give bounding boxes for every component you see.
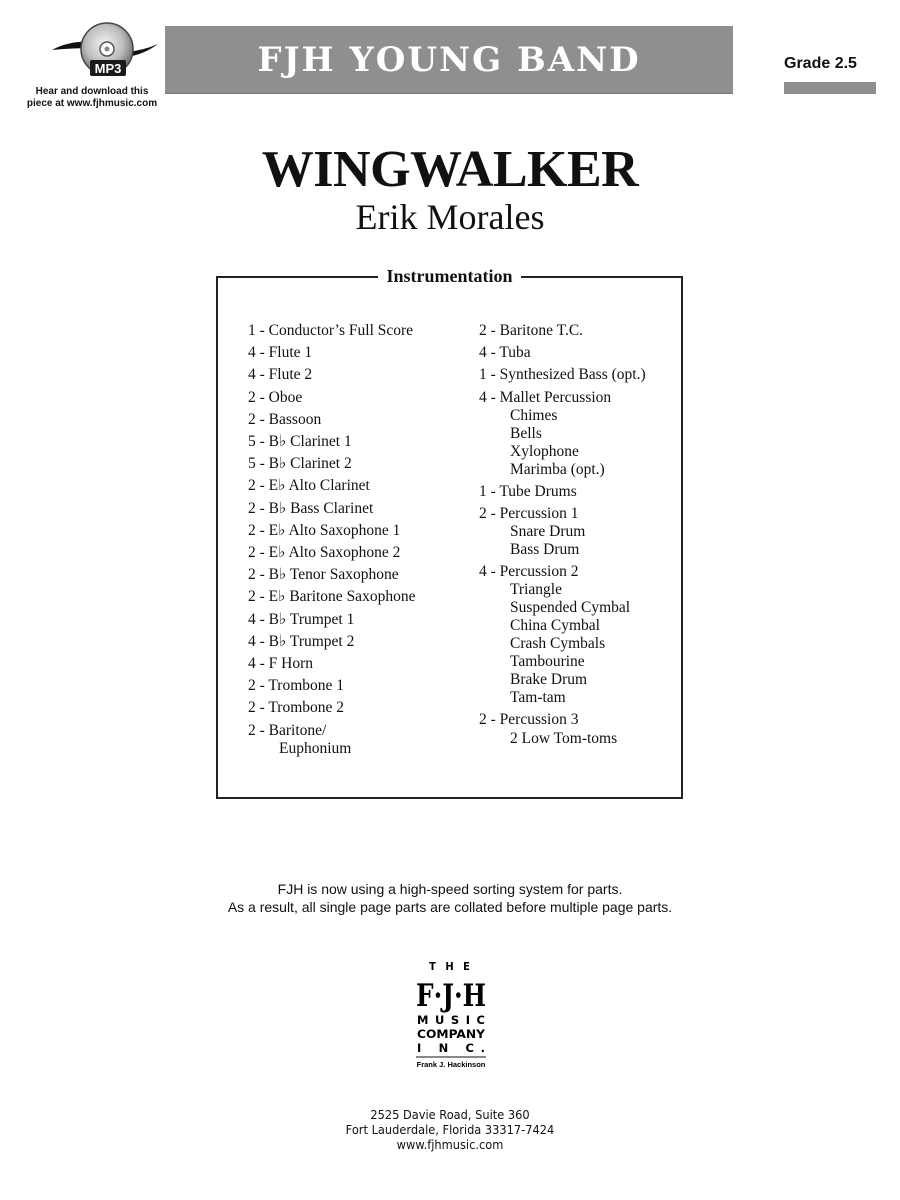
logo-line-company: COMPANY: [417, 1027, 486, 1041]
mp3-download-badge[interactable]: [22, 22, 162, 114]
grade-label: Grade 2.5: [784, 55, 857, 72]
address-line: Fort Lauderdale, Florida 33317-7424: [345, 1123, 555, 1137]
logo-line-music: MUSIC: [417, 1013, 485, 1027]
instrument-entry: [248, 322, 415, 340]
instrument-entry: [248, 699, 415, 717]
instrument-sub-label: Crash Cymbals: [510, 635, 606, 653]
instrument-label: 4 - Tuba: [479, 344, 531, 362]
instrument-sub-label: Tambourine: [510, 653, 585, 671]
instrument-label: 4 - Mallet Percussion: [479, 388, 612, 406]
instrument-entry: [479, 505, 646, 559]
cd-icon: [50, 22, 160, 84]
instrument-label: 4 - Percussion 2: [479, 563, 579, 581]
instrument-sub-label: China Cymbal: [510, 617, 600, 635]
publisher-website-link[interactable]: www.fjhmusic.com: [396, 1138, 504, 1152]
instrument-label: 5 - B♭ Clarinet 2: [248, 455, 352, 473]
instrument-entry: [479, 322, 646, 340]
instrument-sub-label: Bass Drum: [510, 541, 580, 559]
series-banner: [165, 26, 733, 94]
composer-name: Erik Morales: [355, 197, 545, 237]
instrument-label: 1 - Conductor’s Full Score: [248, 322, 414, 339]
instrument-label: 4 - F Horn: [248, 655, 314, 673]
instrument-label: 2 - E♭ Alto Clarinet: [248, 477, 370, 495]
instrument-label: 2 - B♭ Tenor Saxophone: [248, 566, 399, 584]
address-line: 2525 Davie Road, Suite 360: [370, 1108, 530, 1122]
instrument-entry: [248, 411, 415, 429]
instrument-entry: [479, 563, 646, 707]
mp3-caption-line: Hear and download this: [35, 86, 149, 97]
instrumentation-right-column: [479, 322, 646, 752]
mp3-caption-line: piece at www.fjhmusic.com: [26, 98, 158, 109]
instrument-entry: [248, 477, 415, 495]
instrument-sub-label: Chimes: [510, 406, 558, 424]
instrument-entry: [248, 544, 415, 562]
instrument-entry: [479, 711, 646, 747]
instrument-label: 1 - Synthesized Bass (opt.): [479, 366, 646, 384]
instrument-label: 4 - B♭ Trumpet 2: [248, 632, 355, 650]
instrument-label: 4 - Flute 2: [248, 366, 313, 384]
instrument-entry: [248, 722, 415, 758]
instrument-label: 2 - E♭ Alto Saxophone 1: [248, 521, 401, 539]
instrument-entry: [248, 500, 415, 518]
logo-founder: Frank J. Hackinson: [416, 1060, 486, 1069]
instrument-label: 2 - Percussion 1: [479, 505, 579, 523]
instrument-sub-label: Bells: [510, 424, 542, 442]
instrument-sub-label: Tam-tam: [510, 689, 566, 707]
instrument-label: 1 - Tube Drums: [479, 482, 577, 500]
instrument-entry: [248, 677, 415, 695]
instrument-entry: [248, 566, 415, 584]
instrument-entry: [248, 344, 415, 362]
piece-title: WINGWALKER: [261, 141, 639, 198]
fjh-logo: [414, 958, 488, 1070]
instrument-entry: [248, 655, 415, 673]
instrument-label: 5 - B♭ Clarinet 1: [248, 433, 352, 451]
notice-line: As a result, all single page parts are collated before multiple page parts.: [227, 899, 673, 915]
instrument-sub-label: Snare Drum: [510, 523, 586, 541]
mp3-caption: [22, 86, 162, 110]
instrument-sub-label: Euphonium: [279, 739, 352, 757]
sorting-notice: [0, 880, 900, 916]
instrument-entry: [248, 522, 415, 540]
series-title: FJH YOUNG BAND: [257, 39, 641, 80]
instrument-label: 2 - Oboe: [248, 388, 303, 406]
notice-line: FJH is now using a high-speed sorting system for parts.: [277, 881, 623, 897]
instrument-label: 4 - B♭ Trumpet 1: [248, 610, 355, 628]
instrument-entry: [248, 389, 415, 407]
publisher-address: [23, 1108, 878, 1153]
instrumentation-left-column: [248, 322, 415, 762]
instrument-sub-label: Xylophone: [510, 442, 579, 460]
instrument-sub-label: Triangle: [510, 581, 562, 599]
instrument-entry: [479, 389, 646, 479]
instrument-entry: [479, 483, 646, 501]
instrument-entry: [248, 588, 415, 606]
instrument-entry: [248, 366, 415, 384]
instrument-sub-label: Suspended Cymbal: [510, 599, 631, 617]
logo-line-fjh: F·J·H: [416, 978, 486, 1014]
instrument-entry: [248, 611, 415, 629]
instrumentation-heading-wrap: [218, 266, 681, 287]
instrument-entry: [248, 455, 415, 473]
instrument-label: 2 - Percussion 3: [479, 711, 579, 729]
instrument-entry: [248, 633, 415, 651]
instrument-entry: [479, 344, 646, 362]
instrumentation-box: [216, 266, 683, 799]
instrument-label: 2 - E♭ Alto Saxophone 2: [248, 544, 401, 562]
mp3-badge-label: MP3: [94, 61, 122, 76]
logo-line-the: T H E: [429, 960, 473, 973]
instrument-label: 2 - Trombone 2: [248, 699, 345, 717]
instrumentation-heading: Instrumentation: [378, 266, 520, 286]
instrument-label: 2 - Bassoon: [248, 410, 322, 428]
instrument-label: 4 - Flute 1: [248, 344, 313, 362]
instrument-label: 2 - Baritone T.C.: [479, 322, 584, 339]
instrument-entry: [479, 366, 646, 384]
instrument-sub-label: Marimba (opt.): [510, 460, 605, 478]
instrument-label: 2 - Trombone 1: [248, 677, 345, 695]
instrument-label: 2 - E♭ Baritone Saxophone: [248, 588, 416, 606]
instrument-sub-label: 2 Low Tom-toms: [510, 729, 618, 747]
instrument-sub-label: Brake Drum: [510, 671, 588, 689]
instrument-label: 2 - Baritone/: [248, 721, 327, 739]
grade-bar: [784, 82, 876, 94]
logo-line-inc: I N C.: [417, 1041, 485, 1055]
instrument-entry: [248, 433, 415, 451]
instrument-label: 2 - B♭ Bass Clarinet: [248, 499, 374, 517]
